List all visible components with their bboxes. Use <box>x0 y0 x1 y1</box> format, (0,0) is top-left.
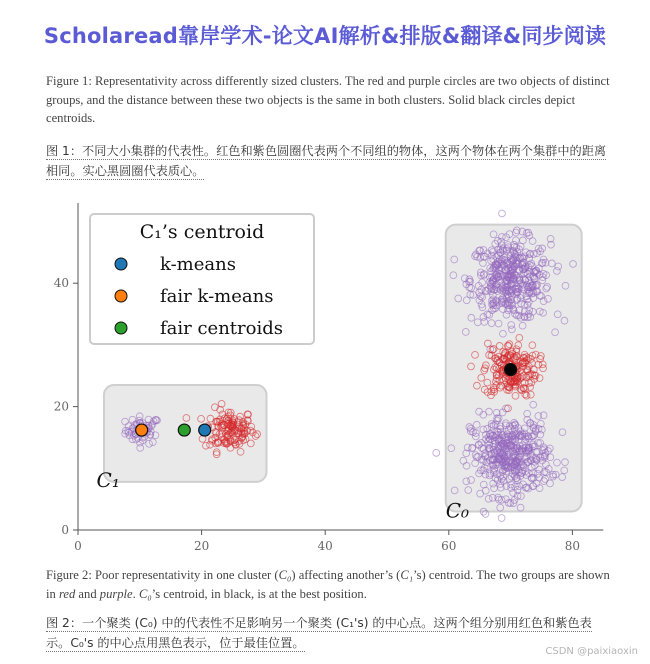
y-tick-label: 0 <box>61 523 69 537</box>
x-tick-label: 0 <box>74 539 82 552</box>
x-tick-label: 40 <box>317 539 333 552</box>
scatter-chart <box>0 192 650 552</box>
data-point <box>433 449 440 456</box>
figure2-red: red <box>58 586 76 601</box>
figure2-text-2: ) affecting another’s ( <box>291 568 401 582</box>
legend-marker <box>115 258 127 270</box>
legend-marker <box>115 322 127 334</box>
centroid-marker <box>505 364 517 376</box>
figure2-text-4: . <box>132 586 139 601</box>
centroid-marker <box>199 424 211 436</box>
plot-area <box>54 203 604 552</box>
legend-label: fair k-means <box>160 286 274 307</box>
figure2-purple: purple <box>99 586 133 601</box>
figure1-caption-text: Figure 1: Representativity across differently sized clusters. The red and purple circles are two objects of distinct groups, and the distance between these two objects is the same in both clusters. Solid black circles depict centroids. <box>46 74 610 125</box>
figure2-c1: C₁ <box>400 568 414 582</box>
y-tick-label: 20 <box>53 399 69 414</box>
legend-label: fair centroids <box>160 318 283 339</box>
figure1-caption <box>46 72 616 128</box>
figure2-zh-line2: 示。C₀'s 的中心点用黑色表示，位于最佳位置。 <box>46 636 305 650</box>
y-tick-label: 40 <box>53 276 69 291</box>
figure2-c0: C₀ <box>278 568 292 582</box>
x-tick-label: 60 <box>441 539 457 552</box>
figure2-text-5: ’s centroid, in black, is at the best position. <box>151 586 367 601</box>
legend-title: C₁’s centroid <box>139 221 265 243</box>
legend-marker <box>115 290 127 302</box>
watermark: CSDN @paixiaoxin <box>545 646 638 657</box>
legend-label: k-means <box>160 254 236 275</box>
figure1-zh-line2: 相同。实心黑圆圈代表质心。 <box>46 164 205 178</box>
x-tick-label: 80 <box>564 539 581 552</box>
cluster-label: C₀ <box>445 498 470 523</box>
figure2-caption <box>46 566 616 603</box>
figure2-and: and <box>75 586 100 601</box>
data-point <box>499 210 506 217</box>
figure1-caption-zh <box>46 141 616 181</box>
figure1-zh-line1: 图 1：不同大小集群的代表性。红色和紫色圆圈代表两个不同组的物体，这两个物体在两个集群中的距离 <box>46 144 607 158</box>
x-tick-label: 20 <box>193 539 210 552</box>
data-point <box>498 515 505 522</box>
centroid-marker <box>136 424 148 436</box>
figure2-c0b: C₀ <box>138 586 152 601</box>
banner-title: Scholaread靠岸学术-论文AI解析&排版&翻译&同步阅读 <box>43 24 607 48</box>
figure2-text-1: Figure 2: Poor representativity in one cluster ( <box>46 568 279 582</box>
figure2-caption-zh <box>46 613 616 653</box>
figure2-zh-line1: 图 2：一个聚类 (C₀) 中的代表性不足影响另一个聚类 (C₁'s) 的中心点。这两个组分别用红色和紫色表 <box>46 616 592 630</box>
cluster-label: C₁ <box>96 467 120 492</box>
figure2-text-3: ’s) centroid. The two groups are shown in <box>46 568 610 601</box>
centroid-marker <box>178 424 190 436</box>
